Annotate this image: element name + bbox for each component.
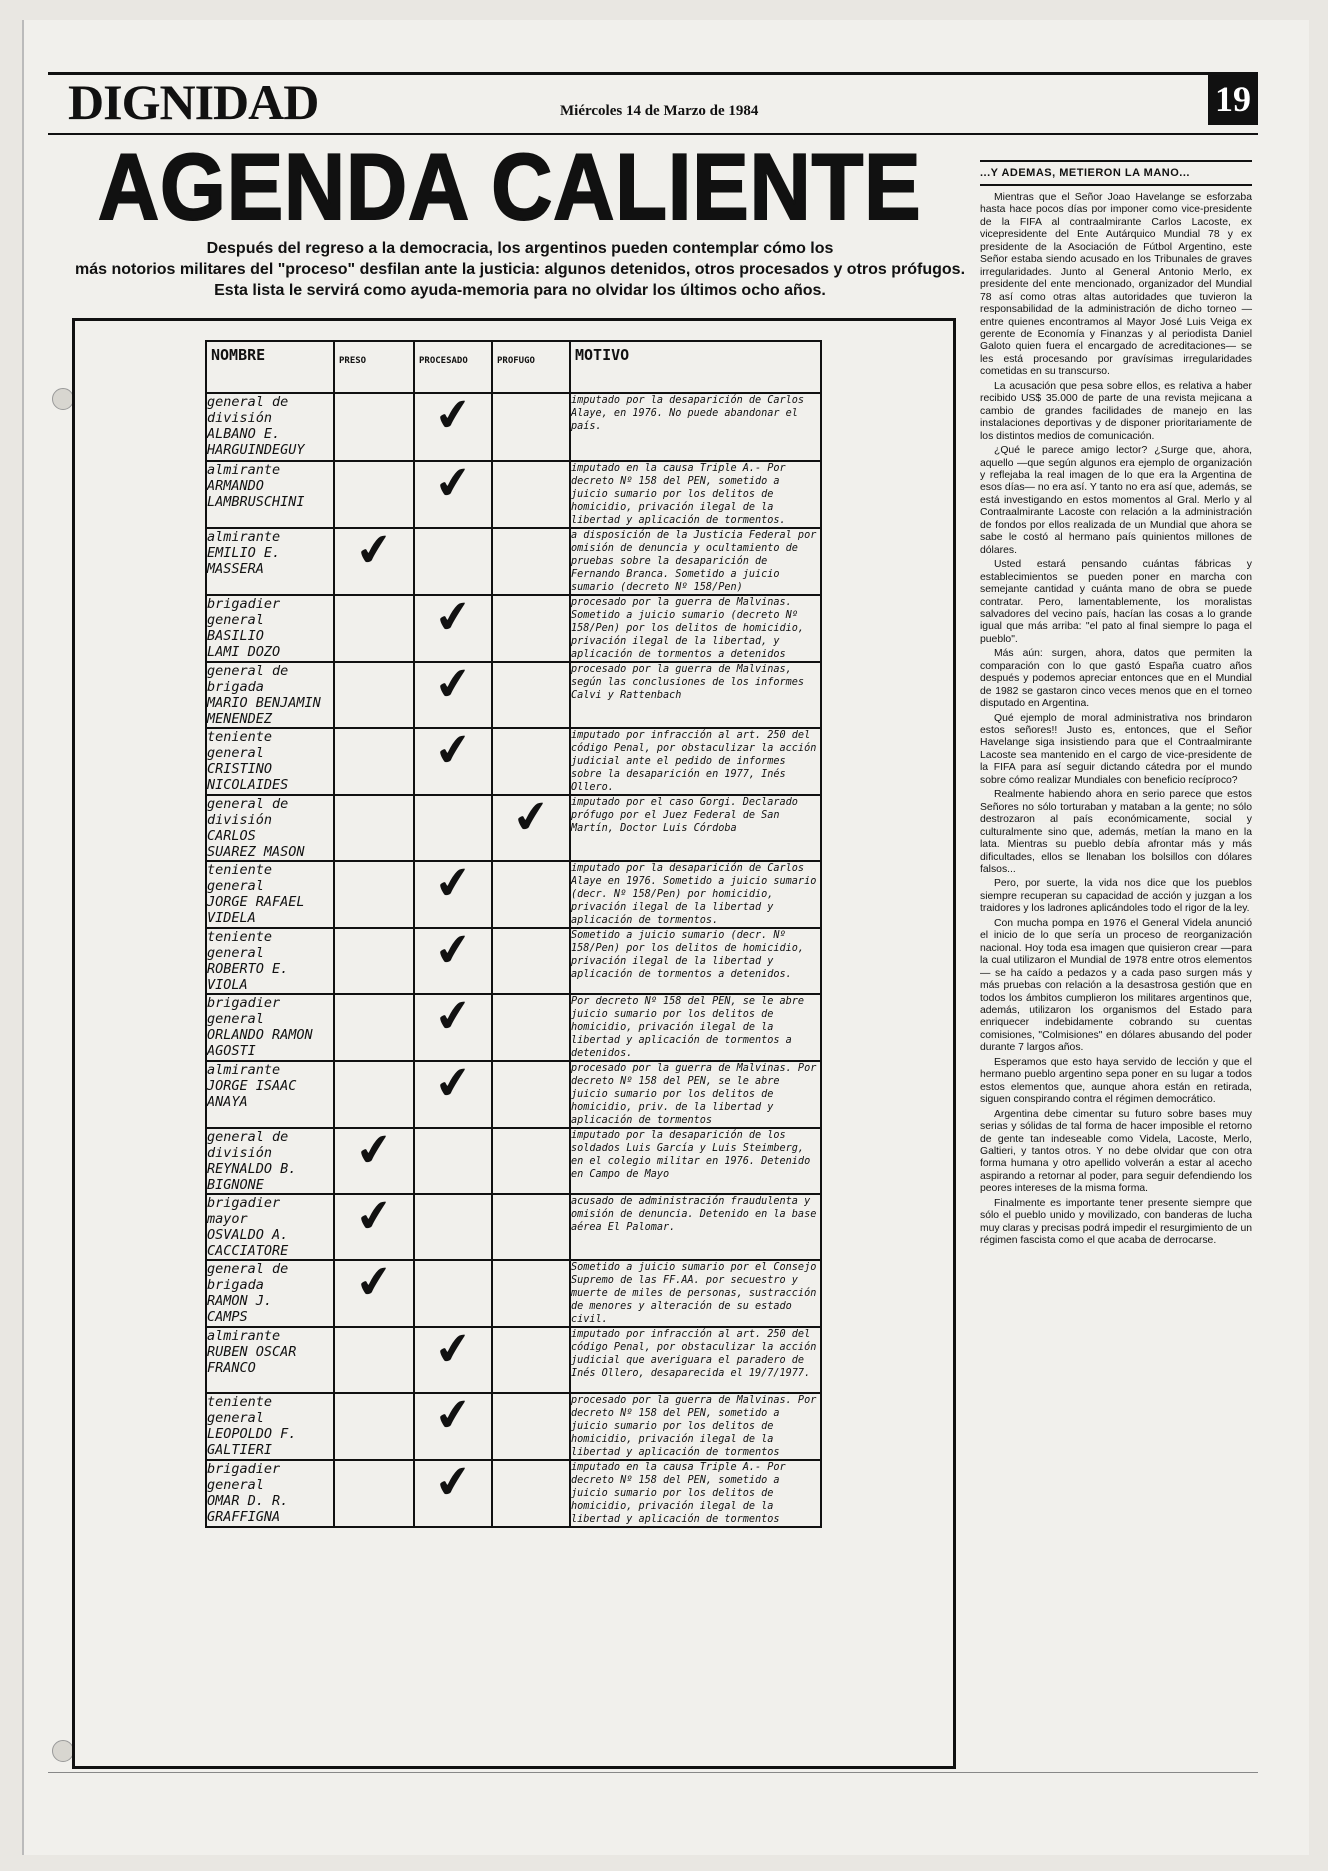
name-line: LAMI DOZO	[207, 644, 281, 660]
name-line: EMILIO E.	[207, 545, 281, 561]
name-line: brigada	[207, 1277, 264, 1293]
procesado-cell	[414, 1387, 492, 1460]
name-cell	[206, 1393, 334, 1460]
name-line: HARGUINDEGUY	[207, 442, 305, 458]
name-line: general	[207, 745, 264, 761]
motive-cell: imputado por infracción al art. 250 del código Penal, por obstaculizar la acción judicial que averiguara el paradero de Inés Ollero, desaparecida el 19/7/1977.	[570, 1327, 821, 1393]
article-paragraph: Mientras que el Señor Joao Havelange se esforzaba hasta hace pocos días por imponer como vice-presidente de la FIFA al contraalmirante Carlos Lacoste, ex vicepresidente del Ente Autárquico Mundial 78 y ex presidente de la Asociación de Fútbol Argentino, este Señor estaba siendo acusado en los Tribunales de graves irregularidades. Junto al General Antonio Merlo, ex presidente del ente mencionado, organizador del Mundial 78 así como otras altas autoridades que tuvieron la responsabilidad de la administración de dicho torneo —entre quienes encontramos al Mayor José Luis Veiga ex gerente de Economía y Finanzas y al periodista Daniel Galoto quien fuera el encargado de acreditaciones— se les está procesando por gravísimas irregularidades cometidas en su transcurso.	[980, 192, 1252, 378]
checkmark-icon: ✔	[509, 789, 553, 846]
motive-cell: acusado de administración fraudulenta y omisión de denuncia. Detenido en la base aérea El Palomar.	[570, 1194, 821, 1260]
name-line: MASSERA	[207, 561, 264, 577]
name-line: brigadier	[207, 995, 281, 1011]
profugo-cell	[492, 789, 570, 861]
table-row	[206, 1260, 821, 1327]
name-line: FRANCO	[207, 1360, 256, 1376]
name-cell	[206, 461, 334, 528]
name-line: teniente	[207, 1394, 273, 1410]
table-row	[206, 861, 821, 928]
profugo-cell	[492, 461, 570, 528]
name-line: RUBEN OSCAR	[207, 1344, 297, 1360]
name-cell	[206, 1260, 334, 1327]
procesado-cell	[414, 795, 492, 861]
profugo-cell	[492, 528, 570, 595]
article-paragraph: Más aún: surgen, ahora, datos que permiten la comparación con lo que gastó España cuatro años después y podemos apreciar entonces que en el Mundial de 1982 se gastaron cinco veces menos que en el torneo disputado en Argentina.	[980, 648, 1252, 710]
preso-cell	[334, 1254, 414, 1327]
name-line: BASILIO	[207, 628, 264, 644]
profugo-cell	[492, 1393, 570, 1460]
procesado-cell	[414, 922, 492, 994]
name-line: teniente	[207, 862, 273, 878]
procesado-cell	[414, 1260, 492, 1327]
checkmark-icon: ✔	[431, 855, 475, 912]
profugo-cell	[492, 595, 570, 662]
name-line: ANAYA	[207, 1094, 248, 1110]
name-line: general	[207, 612, 264, 628]
motive-cell: imputado por la desaparición de Carlos Alaye, en 1976. No puede abandonar el país.	[570, 393, 821, 461]
name-line: OMAR D. R.	[207, 1493, 289, 1509]
name-line: JORGE ISAAC	[207, 1078, 297, 1094]
name-cell	[206, 1460, 334, 1527]
procesado-cell	[414, 387, 492, 461]
name-line: ALBANO E.	[207, 426, 281, 442]
name-line: almirante	[207, 1062, 281, 1078]
binder-hole	[52, 388, 74, 410]
motive-cell: Sometido a juicio sumario (decr. Nº 158/Pen) por los delitos de homicidio, privación ilegal de la libertad y aplicación de tormentos a detenidos.	[570, 928, 821, 994]
motive-cell: imputado por el caso Gorgi. Declarado prófugo por el Juez Federal de San Martín, Doctor Luis Córdoba	[570, 795, 821, 861]
agenda-table	[205, 340, 822, 1528]
name-cell	[206, 795, 334, 861]
name-line: brigada	[207, 679, 264, 695]
profugo-cell	[492, 1194, 570, 1260]
checkmark-icon: ✔	[431, 922, 475, 979]
name-cell	[206, 393, 334, 461]
checkmark-icon: ✔	[431, 387, 475, 444]
name-line: almirante	[207, 462, 281, 478]
name-line: CRISTINO	[207, 761, 273, 777]
header-preso: PRESO	[334, 341, 414, 393]
article-paragraph: La acusación que pesa sobre ellos, es relativa a haber recibido US$ 35.000 de parte de una revista mejicana a cambio de grandes facilidades de manejo en las instalaciones deportivas y de disponer prioritariamente de los distintos medios de comunicación.	[980, 380, 1252, 442]
headline: AGENDA CALIENTE	[98, 134, 922, 239]
motive-cell: Sometido a juicio sumario por el Consejo Supremo de las FF.AA. por secuestro y muerte de miles de personas, sustracción de menores y alteración de su estado civil.	[570, 1260, 821, 1327]
motive-cell: imputado por la desaparición de los soldados Luis García y Luis Steimberg, en el colegio militar en 1976. Detenido en Campo de Mayo	[570, 1128, 821, 1194]
checkmark-icon: ✔	[431, 722, 475, 779]
table-row	[206, 728, 821, 795]
checkmark-icon: ✔	[352, 522, 396, 579]
sidebar-column	[980, 160, 1252, 1250]
procesado-cell	[414, 455, 492, 528]
preso-cell	[334, 861, 414, 928]
name-cell	[206, 1128, 334, 1194]
table-row	[206, 1128, 821, 1194]
name-line: JORGE RAFAEL	[207, 894, 305, 910]
table-row	[206, 528, 821, 595]
profugo-cell	[492, 1460, 570, 1527]
name-line: VIDELA	[207, 910, 256, 926]
name-line: LEOPOLDO F.	[207, 1426, 297, 1442]
name-line: ARMANDO	[207, 478, 264, 494]
preso-cell	[334, 1393, 414, 1460]
name-line: MENENDEZ	[207, 711, 273, 727]
checkmark-icon: ✔	[431, 455, 475, 512]
profugo-cell	[492, 861, 570, 928]
name-line: ROBERTO E.	[207, 961, 289, 977]
profugo-cell	[492, 994, 570, 1061]
name-line: almirante	[207, 529, 281, 545]
profugo-cell	[492, 728, 570, 795]
name-line: general	[207, 1410, 264, 1426]
table-row	[206, 1061, 821, 1128]
procesado-cell	[414, 1321, 492, 1393]
name-cell	[206, 1327, 334, 1393]
preso-cell	[334, 928, 414, 994]
newspaper-logo: DIGNIDAD	[68, 74, 319, 130]
preso-cell	[334, 1122, 414, 1194]
name-line: división	[207, 812, 273, 828]
masthead	[48, 72, 1258, 135]
name-line: NICOLAIDES	[207, 777, 289, 793]
name-cell	[206, 1061, 334, 1128]
table-row	[206, 928, 821, 994]
intro-line: más notorios militares del "proceso" desfilan ante la justicia: algunos detenidos, otros procesados y otros prófugos.	[74, 261, 966, 278]
name-line: brigadier	[207, 1461, 281, 1477]
table-row	[206, 994, 821, 1061]
preso-cell	[334, 595, 414, 662]
motive-cell: Por decreto Nº 158 del PEN, se le abre juicio sumario por los delitos de homicidio, privación ilegal de la libertad y aplicación de tormentos a detenidos.	[570, 994, 821, 1061]
header-procesado: PROCESADO	[414, 341, 492, 393]
article-paragraph: Con mucha pompa en 1976 el General Videla anunció el inicio de lo que sería un proceso de reorganización nacional. Hoy toda esa imagen que quisieron crear —para la cual utilizaron el Mundial de 1978 entre otros elementos— se ha caído a pedazos y a cada paso surgen más y más pruebas con relación a la desastrosa gestión que en todos los ámbitos cumplieron los militares argentinos que, además, utilizaron los organismos del Estado para enriquecer indebidamente cobrando su cuentas comisiones, "Colmisiones" en dólares abusando del poder durante 7 largos años.	[980, 917, 1252, 1054]
name-cell	[206, 928, 334, 994]
procesado-cell	[414, 1055, 492, 1128]
preso-cell	[334, 795, 414, 861]
header-profugo: PROFUGO	[492, 341, 570, 393]
name-line: AGOSTI	[207, 1043, 256, 1059]
procesado-cell	[414, 722, 492, 795]
procesado-cell	[414, 528, 492, 595]
name-line: REYNALDO B.	[207, 1161, 297, 1177]
divider	[48, 1772, 1258, 1773]
name-line: división	[207, 410, 273, 426]
name-line: almirante	[207, 1328, 281, 1344]
preso-cell	[334, 1327, 414, 1393]
name-line: SUAREZ MASON	[207, 844, 305, 860]
table-row	[206, 1393, 821, 1460]
procesado-cell	[414, 656, 492, 728]
name-cell	[206, 728, 334, 795]
page-number: 19	[1208, 73, 1258, 125]
procesado-cell	[414, 988, 492, 1061]
profugo-cell	[492, 1128, 570, 1194]
name-line: CARLOS	[207, 828, 256, 844]
table-row	[206, 461, 821, 528]
header-nombre: NOMBRE	[206, 341, 334, 393]
table-row	[206, 662, 821, 728]
name-line: general	[207, 945, 264, 961]
name-cell	[206, 1194, 334, 1260]
name-line: general de	[207, 663, 289, 679]
profugo-cell	[492, 1260, 570, 1327]
name-line: CACCIATORE	[207, 1243, 289, 1259]
procesado-cell	[414, 1454, 492, 1527]
issue-date: Miércoles 14 de Marzo de 1984	[560, 103, 759, 119]
article-paragraph: Usted estará pensando cuántas fábricas y establecimientos se pueden poner en marcha con semejante cantidad y cuánta mano de obra se puede contratar. Pero, lamentablemente, los moralistas salvadores del vecino país, hacían las cosas a lo grande igual que más arriba: "el pato al final siempre lo paga el pueblo".	[980, 559, 1252, 645]
name-cell	[206, 861, 334, 928]
article-paragraph: Qué ejemplo de moral administrativa nos brindaron estos señores!! Justo es, entonces, que el Señor Havelange siga insistiendo para que el Contraalmirante Lacoste sea mantenido en el cargo de vice-presidente de la FIFA para así seguir dictando cátedra por el mundo sobre cómo realizar Mundiales con beneficio recíproco?	[980, 712, 1252, 786]
name-line: teniente	[207, 729, 273, 745]
article-paragraph: Finalmente es importante tener presente siempre que sólo el pueblo unido y movilizado, con banderas de lucha muy claras y precisas podrá impedir el resurgimiento de un régimen fascista como el que acaba de derrocarse.	[980, 1197, 1253, 1247]
table-row	[206, 1194, 821, 1260]
article-paragraph: Realmente habiendo ahora en serio parece que estos Señores no sólo torturaban y mataban a la gente; no sólo destrozaron al país económicamente, social y culturalmente sino que, además, metían la mano en la lata. Mientras su pueblo debía afrontar más y más dificultades, ellos se llenaban los bolsillos con dólares falsos...	[980, 789, 1252, 876]
profugo-cell	[492, 928, 570, 994]
motive-cell: imputado en la causa Triple A.- Por decreto Nº 158 del PEN, sometido a juicio sumario por los delitos de homicidio, privación ilegal de la libertad y aplicación de tormentos	[570, 1460, 821, 1527]
preso-cell	[334, 393, 414, 461]
name-line: general	[207, 878, 264, 894]
name-line: teniente	[207, 929, 273, 945]
article-paragraph: Esperamos que esto haya servido de lección y que el hermano pueblo argentino sepa poner en su lugar a todos estos elementos que, aunque ahora están en retirada, siguen conspirando contra el régimen democrático.	[980, 1056, 1252, 1106]
name-line: LAMBRUSCHINI	[207, 494, 305, 510]
intro-text	[70, 238, 970, 301]
checkmark-icon: ✔	[352, 1254, 396, 1311]
name-cell	[206, 595, 334, 662]
checkmark-icon: ✔	[431, 1055, 475, 1112]
name-cell	[206, 528, 334, 595]
name-cell	[206, 994, 334, 1061]
preso-cell	[334, 461, 414, 528]
name-line: general de	[207, 394, 289, 410]
header-motivo: MOTIVO	[570, 341, 821, 393]
binder-hole	[52, 1740, 74, 1762]
name-line: GRAFFIGNA	[207, 1509, 281, 1525]
preso-cell	[334, 1460, 414, 1527]
table-header-row	[206, 341, 821, 393]
procesado-cell	[414, 1128, 492, 1194]
name-line: mayor	[207, 1211, 248, 1227]
profugo-cell	[492, 393, 570, 461]
preso-cell	[334, 1061, 414, 1128]
name-line: CAMPS	[207, 1309, 248, 1325]
checkmark-icon: ✔	[431, 589, 475, 646]
name-line: brigadier	[207, 596, 281, 612]
table-row	[206, 595, 821, 662]
intro-line: Esta lista le servirá como ayuda-memoria para no olvidar los últimos ocho años.	[214, 282, 826, 299]
article-paragraph: Argentina debe cimentar su futuro sobre bases muy serias y sólidas de tal forma de hacer imposible el retorno de gente tan indeseable como Videla, Lacoste, Merlo, Galtieri, y tantos otros. Y no debe olvidar que con otra forma humana y otro apellido volverán a estar al acecho aspirando a retornar al poder, para seguir defendiendo los peores intereses de la misma forma.	[980, 1108, 1252, 1195]
procesado-cell	[414, 589, 492, 662]
article-paragraph: Pero, por suerte, la vida nos dice que los pueblos siempre recuperan su capacidad de acción y juzgan a los traidores y los ladrones aplicándoles todo el rigor de la ley.	[980, 878, 1252, 915]
article-paragraph: ¿Qué le parece amigo lector? ¿Surge que, ahora, aquello —que según algunos era ejemplo de organización y reflejaba la real imagen de lo que era la Argentina de esos días— no era así. Y tanto no era así que, además, se está investigando en estos momentos al Gral. Merlo y al Contraalmirante Lacoste con relación a la administración de fondos por ellos realizada de un Mundial que ahora se sabe le costó al hermano país quinientos millones de dólares.	[980, 445, 1252, 556]
checkmark-icon: ✔	[431, 988, 475, 1045]
profugo-cell	[492, 1327, 570, 1393]
procesado-cell	[414, 1194, 492, 1260]
preso-cell	[334, 662, 414, 728]
checkmark-icon: ✔	[431, 1454, 475, 1511]
name-line: OSVALDO A.	[207, 1227, 289, 1243]
motive-cell: procesado por la guerra de Malvinas, según las conclusiones de los informes Calvi y Rattenbach	[570, 662, 821, 728]
checkmark-icon: ✔	[431, 1321, 475, 1378]
profugo-cell	[492, 662, 570, 728]
name-cell	[206, 662, 334, 728]
table-row	[206, 1460, 821, 1527]
motive-cell: procesado por la guerra de Malvinas. Sometido a juicio sumario (decreto Nº 158/Pen) por los delitos de homicidio, privación ilegal de la libertad, y aplicación de tormentos a detenidos	[570, 595, 821, 662]
name-line: BIGNONE	[207, 1177, 264, 1193]
preso-cell	[334, 728, 414, 795]
motive-cell: imputado por infracción al art. 250 del código Penal, por obstaculizar la acción judicial ante el pedido de informes sobre la desaparición en 1977, Inés Ollero.	[570, 728, 821, 795]
checkmark-icon: ✔	[431, 656, 475, 713]
name-line: MARIO BENJAMIN	[207, 695, 321, 711]
preso-cell	[334, 1188, 414, 1260]
name-line: general de	[207, 1129, 289, 1145]
name-line: general de	[207, 1261, 289, 1277]
procesado-cell	[414, 855, 492, 928]
motive-cell: a disposición de la Justicia Federal por omisión de denuncia y ocultamiento de pruebas sobre la desaparición de Fernando Branca. Sometido a juicio sumario (decreto Nº 158/Pen)	[570, 528, 821, 595]
name-line: división	[207, 1145, 273, 1161]
checkmark-icon: ✔	[431, 1387, 475, 1444]
checkmark-icon: ✔	[352, 1122, 396, 1179]
name-line: general	[207, 1477, 264, 1493]
name-line: general	[207, 1011, 264, 1027]
name-line: VIOLA	[207, 977, 248, 993]
preso-cell	[334, 522, 414, 595]
table-row	[206, 795, 821, 861]
motive-cell: procesado por la guerra de Malvinas. Por decreto Nº 158 del PEN, sometido a juicio sumario por los delitos de homicidio, privación ilegal de la libertad y aplicación de tormentos	[570, 1393, 821, 1460]
name-line: general de	[207, 796, 289, 812]
sidebar-heading: ...Y ADEMAS, METIERON LA MANO...	[980, 160, 1252, 186]
name-line: RAMON J.	[207, 1293, 273, 1309]
motive-cell: procesado por la guerra de Malvinas. Por decreto Nº 158 del PEN, se le abre juicio sumario por los delitos de homicidio, priv. de la libertad y aplicación de tormentos	[570, 1061, 821, 1128]
profugo-cell	[492, 1061, 570, 1128]
preso-cell	[334, 994, 414, 1061]
intro-line: Después del regreso a la democracia, los argentinos pueden contemplar cómo los	[206, 240, 834, 257]
motive-cell: imputado en la causa Triple A.- Por decreto Nº 158 del PEN, sometido a juicio sumario por los delitos de homicidio, privación ilegal de la libertad y aplicación de tormentos.	[570, 461, 821, 528]
motive-cell: imputado por la desaparición de Carlos Alaye en 1976. Sometido a juicio sumario (decr. Nº 158/Pen) por homicidio, privación ilegal de la libertad y aplicación de tormentos.	[570, 861, 821, 928]
checkmark-icon: ✔	[352, 1188, 396, 1245]
name-line: brigadier	[207, 1195, 281, 1211]
table-row	[206, 1327, 821, 1393]
table-row	[206, 393, 821, 461]
name-line: GALTIERI	[207, 1442, 273, 1458]
name-line: ORLANDO RAMON	[207, 1027, 313, 1043]
